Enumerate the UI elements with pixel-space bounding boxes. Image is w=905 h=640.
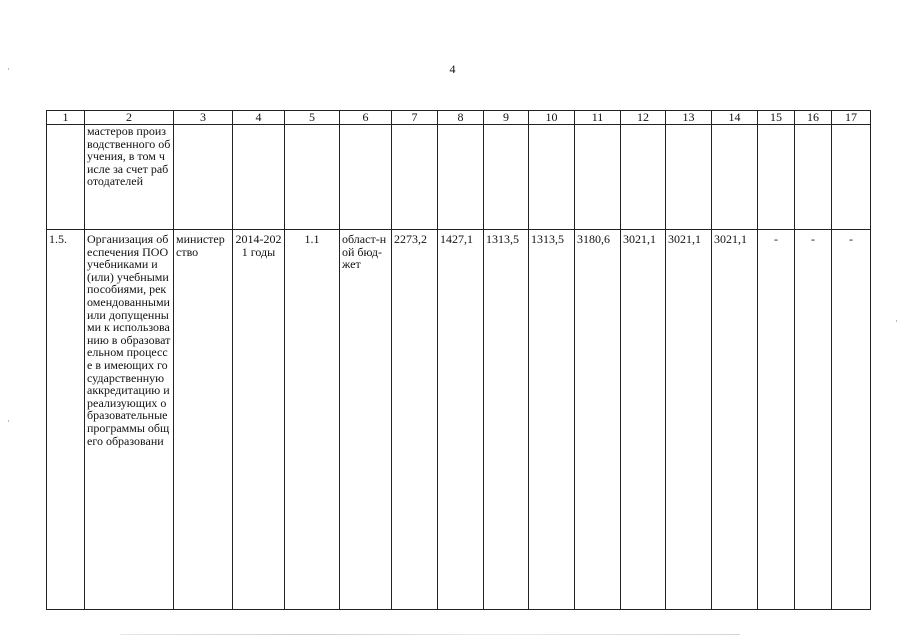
table-cell-period: 2014-2021 годы: [233, 230, 285, 610]
table-cell-description: Организация обеспечения ПОО учебниками и (или) учебными пособиями, рекомендованными или допущенными к использованию в образовательном процессе в имеющих государственную аккредитацию и реализующих образовательные программы общего образовани: [85, 230, 174, 610]
table-cell-description: мастеров производственного обучения, в том числе за счет работодателей: [85, 125, 174, 230]
column-header: 2: [85, 111, 174, 125]
table-cell: [484, 125, 529, 230]
table-cell: [340, 125, 392, 230]
column-header: 17: [832, 111, 871, 125]
scan-speck: [8, 68, 9, 70]
table-row: [47, 230, 871, 610]
column-header: 16: [795, 111, 832, 125]
column-header: 3: [174, 111, 233, 125]
table-cell: [666, 125, 712, 230]
table-cell: [758, 125, 795, 230]
column-header: 15: [758, 111, 795, 125]
column-header: 13: [666, 111, 712, 125]
budget-table: [46, 110, 871, 610]
column-header: 10: [529, 111, 575, 125]
table-cell-amount: 3021,1: [621, 230, 666, 610]
table-cell-amount: 3021,1: [712, 230, 758, 610]
table-cell: [174, 125, 233, 230]
column-header: 11: [575, 111, 621, 125]
table-cell-amount: 1313,5: [484, 230, 529, 610]
table-header-row: [47, 111, 871, 125]
table-cell-amount: 3180,6: [575, 230, 621, 610]
column-header: 8: [438, 111, 484, 125]
table-row: [47, 125, 871, 230]
page-number: 4: [449, 62, 456, 76]
table-cell: [832, 125, 871, 230]
table-cell-amount: -: [795, 230, 832, 610]
column-header: 12: [621, 111, 666, 125]
column-header: 1: [47, 111, 85, 125]
table-cell: [392, 125, 438, 230]
column-header: 9: [484, 111, 529, 125]
table-cell-amount: -: [832, 230, 871, 610]
table-cell: [795, 125, 832, 230]
table-cell: [233, 125, 285, 230]
table-cell: [438, 125, 484, 230]
table-cell-amount: 2273,2: [392, 230, 438, 610]
table-cell-executor: министерство: [174, 230, 233, 610]
table-cell-amount: 1313,5: [529, 230, 575, 610]
table-cell-amount: 1427,1: [438, 230, 484, 610]
table-cell-indicator: 1.1: [285, 230, 340, 610]
column-header: 4: [233, 111, 285, 125]
column-header: 6: [340, 111, 392, 125]
table-cell-source: област-ной бюд-жет: [340, 230, 392, 610]
table-cell: [712, 125, 758, 230]
table-cell: [621, 125, 666, 230]
table-cell: [575, 125, 621, 230]
scan-speck: [896, 320, 897, 322]
column-header: 5: [285, 111, 340, 125]
table-cell-amount: -: [758, 230, 795, 610]
table-cell-item-number: 1.5.: [47, 230, 85, 610]
table-cell-amount: 3021,1: [666, 230, 712, 610]
scan-edge-noise: [120, 634, 740, 635]
table-cell: [47, 125, 85, 230]
column-header: 14: [712, 111, 758, 125]
table-cell: [285, 125, 340, 230]
table-cell: [529, 125, 575, 230]
scan-speck: [8, 420, 9, 422]
column-header: 7: [392, 111, 438, 125]
